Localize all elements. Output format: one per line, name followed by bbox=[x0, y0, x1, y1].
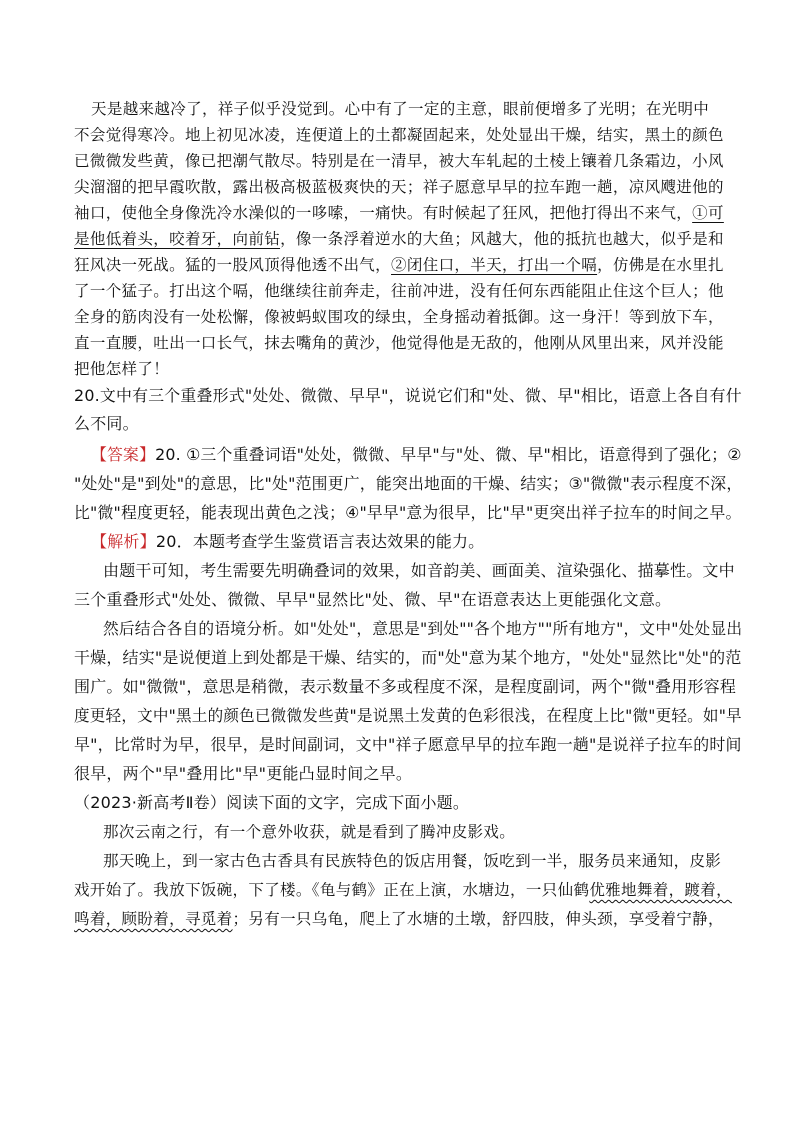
passage-line: 不会觉得寒冷。地上初见冰凌，连便道上的土都凝固起来，处处显出干燥，结实，黑土的颜色 bbox=[74, 126, 724, 144]
passage-line: 天是越来越冷了，祥子似乎没觉到。心中有了一定的主意，眼前便增多了光明；在光明中 bbox=[91, 100, 710, 118]
marked-sentence-2: ②闭住口，半天，打出一个嗝 bbox=[391, 256, 598, 274]
passage-text: 狂风决一死战。猛的一股风顶得他透不出气， bbox=[74, 256, 392, 274]
analysis-tag: 【解析】 bbox=[91, 532, 156, 551]
answer-line bbox=[91, 445, 742, 465]
answer-line: 比"微"程度更轻，能表现出黄色之浅；④"早早"意为很早，比"早"更突出祥子拉车的时间之早。 bbox=[74, 503, 742, 522]
analysis-line: 围广。如"微微"，意思是稍微，表示数量不多或程度不深，是程度副词，两个"微"叠用形容程 bbox=[74, 677, 737, 696]
passage-line bbox=[74, 255, 724, 275]
question-text: 么不同。 bbox=[74, 414, 139, 433]
marked-sentence-wavy: 优雅地舞着，踱着， bbox=[589, 881, 732, 899]
passage-line bbox=[74, 880, 732, 900]
passage-line: 那天晚上，到一家古色古香具有民族特色的饭店用餐，饭吃到一半，服务员来通知，皮影 bbox=[103, 852, 722, 870]
marked-sentence-wavy: 鸣着，顾盼着，寻觅着 bbox=[74, 910, 233, 928]
passage-text: 戏开始了。我放下饭碗，下了楼。《龟与鹤》正在上演，水塘边，一只仙鹤 bbox=[74, 881, 590, 899]
analysis-line: 干燥，结实"是说便道上到处都是干燥、结实的，而"处"意为某个地方，"处处"显然比"处"的范 bbox=[74, 648, 742, 667]
analysis-line: 度更轻，文中"黑土的颜色已微微发些黄"是说黑土发黄的色彩很浅，在程度上比"微"更轻。如"早 bbox=[74, 706, 742, 725]
passage-text: ，仿佛是在水里扎 bbox=[597, 256, 724, 274]
answer-text: 20. ①三个重叠词语"处处，微微、早早"与"处、微、早"相比，语意得到了强化；② bbox=[155, 445, 742, 464]
analysis-text: 20．本题考查学生鉴赏语言表达效果的能力。 bbox=[155, 532, 485, 551]
passage-line bbox=[74, 229, 724, 249]
passage-line bbox=[74, 203, 724, 223]
analysis-line: 由题干可知，考生需要先明确叠词的效果，如音韵美、画面美、渲染强化、描摹性。文中 bbox=[103, 561, 735, 580]
analysis-line: 然后结合各自的语境分析。如"处处"，意思是"到处""各个地方""所有地方"，文中"处处显出 bbox=[103, 619, 743, 638]
section-heading: （2023·新高考Ⅱ卷）阅读下面的文字，完成下面小题。 bbox=[74, 793, 470, 812]
passage-line: 把他怎样了！ bbox=[74, 360, 170, 378]
marked-sentence-1: 是他低着头，咬着牙，向前钻 bbox=[74, 230, 281, 248]
passage-text: ；另有一只乌龟，爬上了水塘的土墩，舒四肢，伸头颈，享受着宁静， bbox=[232, 910, 724, 928]
passage-line: 已微微发些黄，像已把潮气散尽。特别是在一清早，被大车轧起的土棱上镶着几条霜边，小风 bbox=[74, 152, 724, 170]
passage-line bbox=[74, 909, 724, 929]
passage-line: 那次云南之行，有一个意外收获，就是看到了腾冲皮影戏。 bbox=[103, 823, 516, 841]
answer-line: "处处"是"到处"的意思，比"处"范围更广，能突出地面的干燥、结实；③"微微"表示程度不深， bbox=[74, 474, 743, 493]
analysis-line: 早"，比常时为早，很早，是时间副词，文中"祥子愿意早早的拉车跑一趟"是说祥子拉车的时间 bbox=[74, 735, 742, 754]
passage-line: 了一个猛子。打出这个嗝，他继续往前奔走，往前冲进，没有任何东西能阻止住这个巨人；他 bbox=[74, 282, 724, 300]
passage-line: 尖溜溜的把早霞吹散，露出极高极蓝极爽快的天；祥子愿意早早的拉车跑一趟，凉风飕进他的 bbox=[74, 178, 724, 196]
answer-tag: 【答案】 bbox=[91, 445, 156, 464]
analysis-line bbox=[91, 532, 484, 552]
question-text: 20.文中有三个重叠形式"处处、微微、早早"，说说它们和"处、微、早"相比，语意上各自有什 bbox=[74, 386, 742, 405]
passage-text: ，像一条浮着逆水的大鱼；风越大，他的抵抗也越大，似乎是和 bbox=[280, 230, 724, 248]
marked-sentence-1: ①可 bbox=[692, 204, 724, 222]
passage-line: 全身的筋肉没有一处松懈，像被蚂蚁围攻的绿虫，全身摇动着抵御。这一身汗！等到放下车， bbox=[74, 308, 724, 326]
analysis-line: 三个重叠形式"处处、微微、早早"显然比"处、微、早"在语意表达上更能强化文意。 bbox=[74, 590, 672, 609]
analysis-line: 很早，两个"早"叠用比"早"更能凸显时间之早。 bbox=[74, 764, 413, 783]
passage-text: 袖口，使他全身像洗冷水澡似的一哆嗦，一痛快。有时候起了狂风，把他打得出不来气， bbox=[74, 204, 693, 222]
passage-line: 直一直腰，吐出一口长气，抹去嘴角的黄沙，他觉得他是无敌的，他刚从风里出来，风并没能 bbox=[74, 334, 724, 352]
